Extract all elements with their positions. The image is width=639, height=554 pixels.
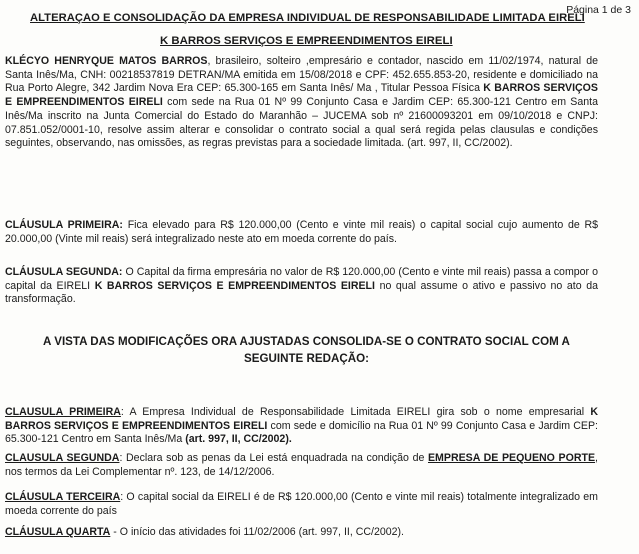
clause-text-1: : Declara sob as penas da Lei está enquadrada na condição de [119,452,425,464]
clause-primeira-consolidada [5,406,598,447]
clause-text-1: O Capital da firma empresária no valor de R$ 120.000,00 (Cento e vinte mil reais) passa a compor o capital da EIRELI [5,266,598,292]
intro-text-1: , brasileiro, solteiro ,empresário e contador, nascido em 11/02/1974, natural de Santa Inês/Ma, CNH: 00218537819 DETRAN/MA emitida em 15/08/2018 e CPF: 452.655.853-20, residente e domiciliado na Rua Porto Alegre, 342 Jardim Nova Era CEP: 65.300-165 em Santa Inês/ Ma , Titular Pessoa Física [5,55,598,95]
clause-text-2: no qual assume o ativo e passivo no ato da transformação. [5,279,598,306]
clause-primeira-alteracao [5,219,598,246]
clause-quarta-consolidada [5,526,598,540]
clause-emphasis: EMPRESA DE PEQUENO PORTE [427,452,596,464]
clause-terceira-consolidada [5,491,598,518]
clause-text: : O capital social da EIRELI é de R$ 120.000,00 (Cento e vinte mil reais) totalmente integralizado em moeda corrente do país [5,491,598,517]
clause-legal-ref: (art. 997, II, CC/2002). [185,433,292,446]
clause-text-1: : A Empresa Individual de Responsabilidade Limitada EIRELI gira sob o nome empresarial [120,406,585,418]
clause-text: - O início das atividades foi 11/02/2006 (art. 997, II, CC/2002). [113,526,404,538]
consolidation-heading [10,333,603,367]
page-number: Página 1 de 3 [566,4,631,16]
clause-label: CLÁUSULA TERCEIRA [5,491,121,503]
consolidation-heading-line2: SEGUINTE REDAÇÃO: [244,352,369,365]
titular-name: KLÉCYO HENRYQUE MATOS BARROS [5,55,208,67]
clause-company-name: K BARROS SERVIÇOS E EMPREENDIMENTOS EIRELI [94,279,375,292]
clause-label: CLÁUSULA SEGUNDA: [5,266,123,278]
clause-text-2: com sede e domicílio na Rua 01 Nº 99 Conjunto Casa e Jardim CEP: 65.300-121 Centro em Santa Inês/Ma [5,419,598,446]
clause-company-name: K BARROS SERVIÇOS E EMPREENDIMENTOS EIRELI [5,406,598,432]
clause-segunda-consolidada [5,452,598,479]
clause-text-2: , nos termos da Lei Complementar nº. 123, de 14/12/2006. [5,452,598,478]
consolidation-heading-line1: A VISTA DAS MODIFICAÇÕES ORA AJUSTADAS CONSOLIDA-SE O CONTRATO SOCIAL COM A [43,335,570,348]
clause-text: Fica elevado para R$ 120.000,00 (Cento e vinte mil reais) o capital social cujo aumento de R$ 20.000,00 (Vinte mil reais) será integralizado neste ato em moeda corrente do país. [5,219,599,245]
company-title: K BARROS SERVIÇOS E EMPREENDIMENTOS EIRELI [160,35,453,47]
intro-paragraph [5,55,598,151]
document-title: ALTERAÇAO E CONSOLIDAÇÃO DA EMPRESA INDIVIDUAL DE RESPONSABILIDADE LIMITADA EIRELI [30,12,585,24]
clause-segunda-alteracao [5,266,598,307]
clause-label: CLÁUSULA QUARTA [5,526,111,538]
intro-text-2: com sede na Rua 01 Nº 99 Conjunto Casa e Jardim CEP: 65.300-121 Centro em Santa Inês/Ma inscrito na Junta Comercial do Estado do Maranhão – JUCEMA sob nº 21600093201 em 09/10/2018 e CNPJ: 07.851.052/0001-10, resolve assim alterar e consolidar o contrato social a qual será regida pelas clausulas e condições seguintes, observando, nas omissões, as regras previstas para a sociedade limitada. (art. 997, II, CC/2002). [5,96,598,150]
clause-label: CLAUSULA SEGUNDA [5,452,120,464]
clause-label: CLÁUSULA PRIMEIRA: [5,219,123,231]
intro-company-name: K BARROS SERVIÇOS E EMPREENDIMENTOS EIRELI [5,82,598,109]
clause-label: CLAUSULA PRIMEIRA [5,406,121,418]
